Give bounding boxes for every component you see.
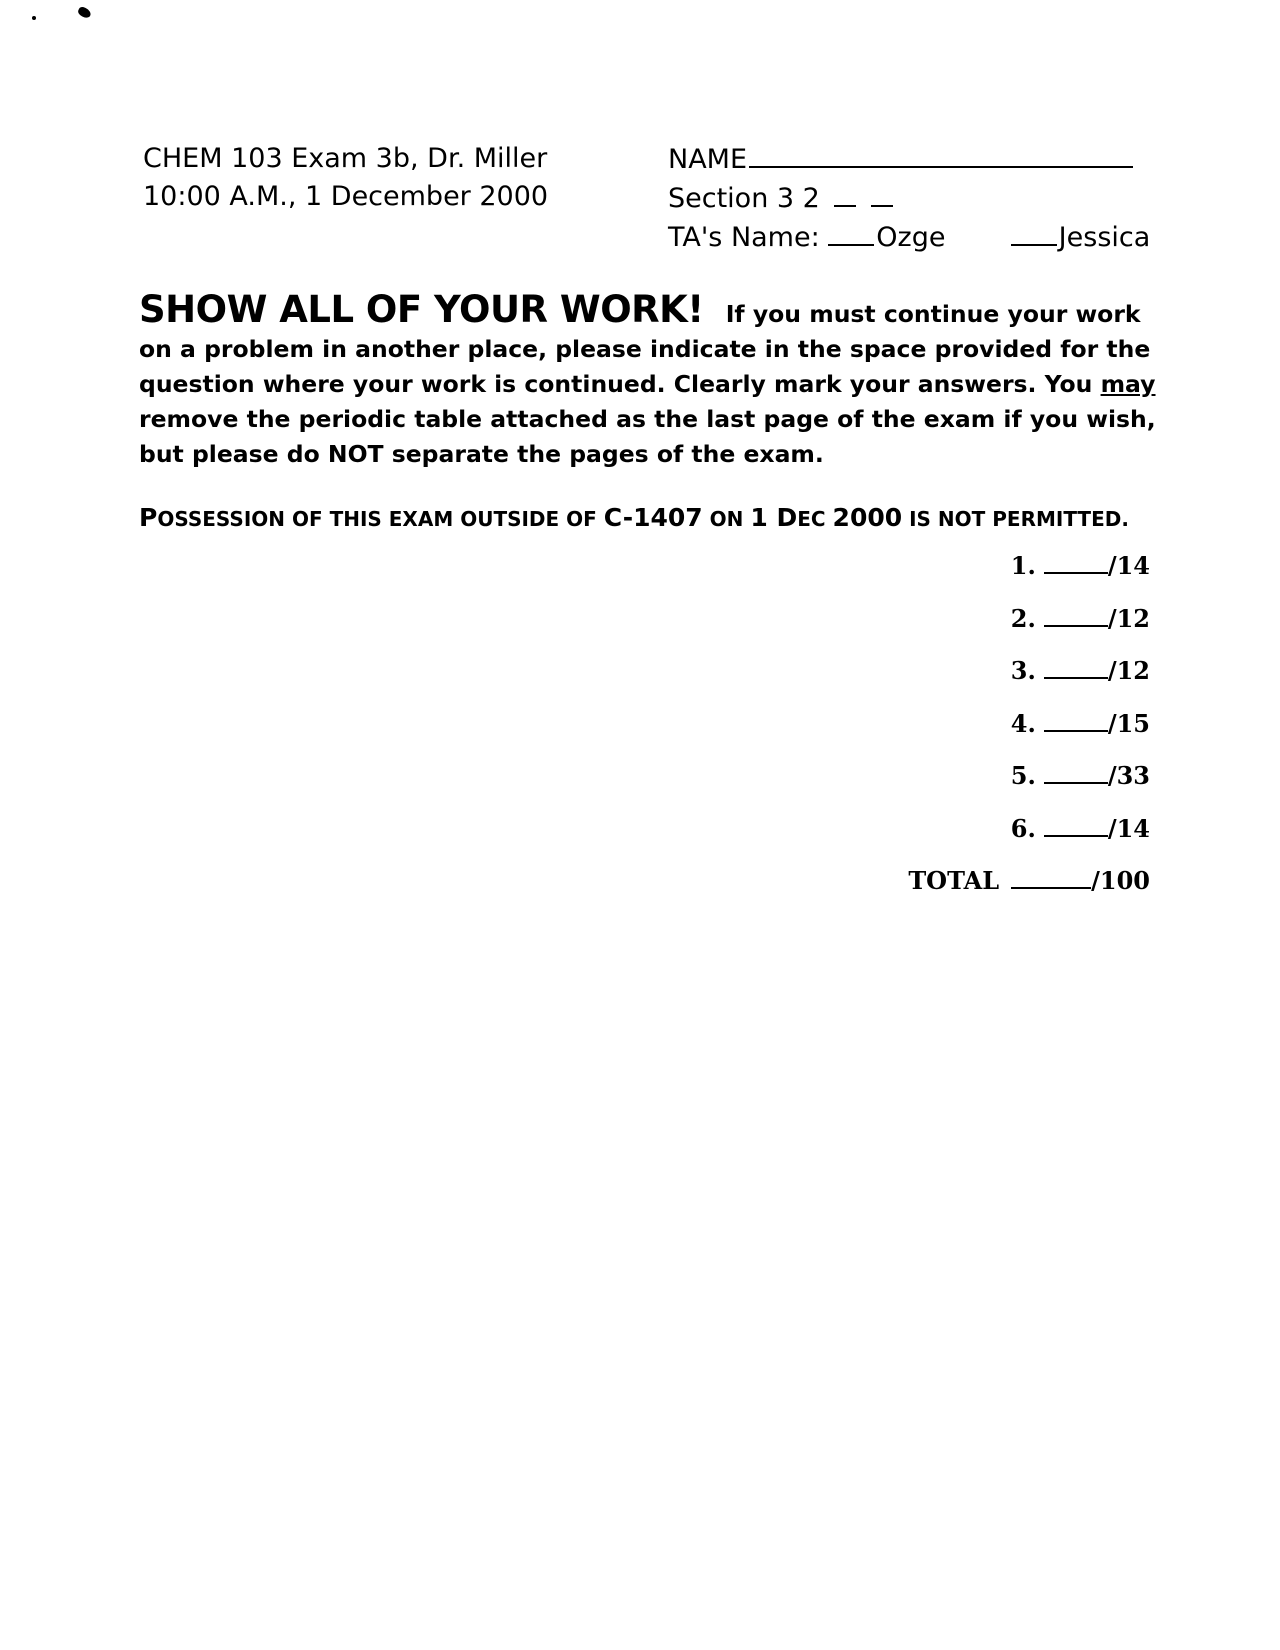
score-field[interactable]	[1044, 708, 1108, 732]
total-field[interactable]	[1011, 865, 1091, 889]
ta-checkbox-jessica[interactable]	[1011, 218, 1057, 246]
exam-info	[143, 140, 548, 216]
score-table	[908, 550, 1150, 918]
possession-notice: POSSESSION OF THIS EXAM OUTSIDE OF C-1407 ON 1 DEC 2000 IS NOT PERMITTED.	[139, 503, 1129, 532]
name-field[interactable]	[749, 140, 1133, 168]
ta-option-ozge: Ozge	[876, 222, 946, 253]
student-info	[668, 140, 1150, 257]
question-number: 5.	[1010, 761, 1036, 790]
section-digit-field[interactable]	[834, 179, 856, 207]
score-field[interactable]	[1044, 550, 1108, 574]
instructions	[139, 288, 1169, 472]
total-row	[908, 865, 1150, 918]
ta-option-jessica: Jessica	[1058, 222, 1151, 253]
score-field[interactable]	[1044, 655, 1108, 679]
course-line: CHEM 103 Exam 3b, Dr. Miller	[143, 143, 548, 174]
instructions-emphasis: may	[1100, 370, 1156, 398]
section-row	[668, 179, 1150, 218]
instructions-text-continued: remove the periodic table attached as the last page of the exam if you wish, but please do NOT separate the pages of the exam.	[139, 405, 1156, 468]
question-number: 2.	[1010, 603, 1036, 633]
total-max: /100	[1091, 866, 1150, 895]
score-max: /12	[1107, 603, 1150, 633]
question-number: 6.	[1010, 813, 1036, 843]
ta-label: TA's Name:	[668, 222, 820, 253]
ta-checkbox-ozge[interactable]	[828, 218, 874, 246]
ta-row	[668, 218, 1150, 257]
score-max: /33	[1107, 761, 1150, 790]
score-row	[908, 760, 1150, 813]
score-field[interactable]	[1044, 760, 1108, 784]
date-line: 10:00 A.M., 1 December 2000	[143, 181, 549, 212]
score-row	[908, 655, 1150, 708]
room-number: C-1407	[603, 503, 703, 532]
score-field[interactable]	[1044, 603, 1108, 627]
score-max: /14	[1107, 551, 1150, 580]
score-max: /14	[1107, 813, 1150, 843]
score-max: /12	[1107, 656, 1150, 685]
score-row	[908, 550, 1150, 603]
score-row	[908, 708, 1150, 761]
score-row	[908, 813, 1150, 866]
instructions-headline: SHOW ALL OF YOUR WORK!	[139, 288, 704, 331]
question-number: 4.	[1010, 708, 1036, 738]
instructions-text: If you must continue your work on a problem in another place, please indicate in the space provided for the question where your work is continued. Clearly mark your answers. You	[139, 300, 1151, 398]
section-digit-field[interactable]	[871, 179, 893, 207]
name-label: NAME	[668, 144, 748, 175]
question-number: 3.	[1010, 656, 1036, 685]
section-label: Section 3 2	[668, 183, 820, 214]
total-label: TOTAL	[908, 866, 1000, 895]
score-row	[908, 603, 1150, 656]
scan-speck	[32, 16, 36, 20]
score-max: /15	[1107, 708, 1150, 738]
score-field[interactable]	[1044, 813, 1108, 837]
scan-speck	[77, 6, 93, 20]
name-row	[668, 140, 1150, 179]
question-number: 1.	[1010, 551, 1036, 580]
